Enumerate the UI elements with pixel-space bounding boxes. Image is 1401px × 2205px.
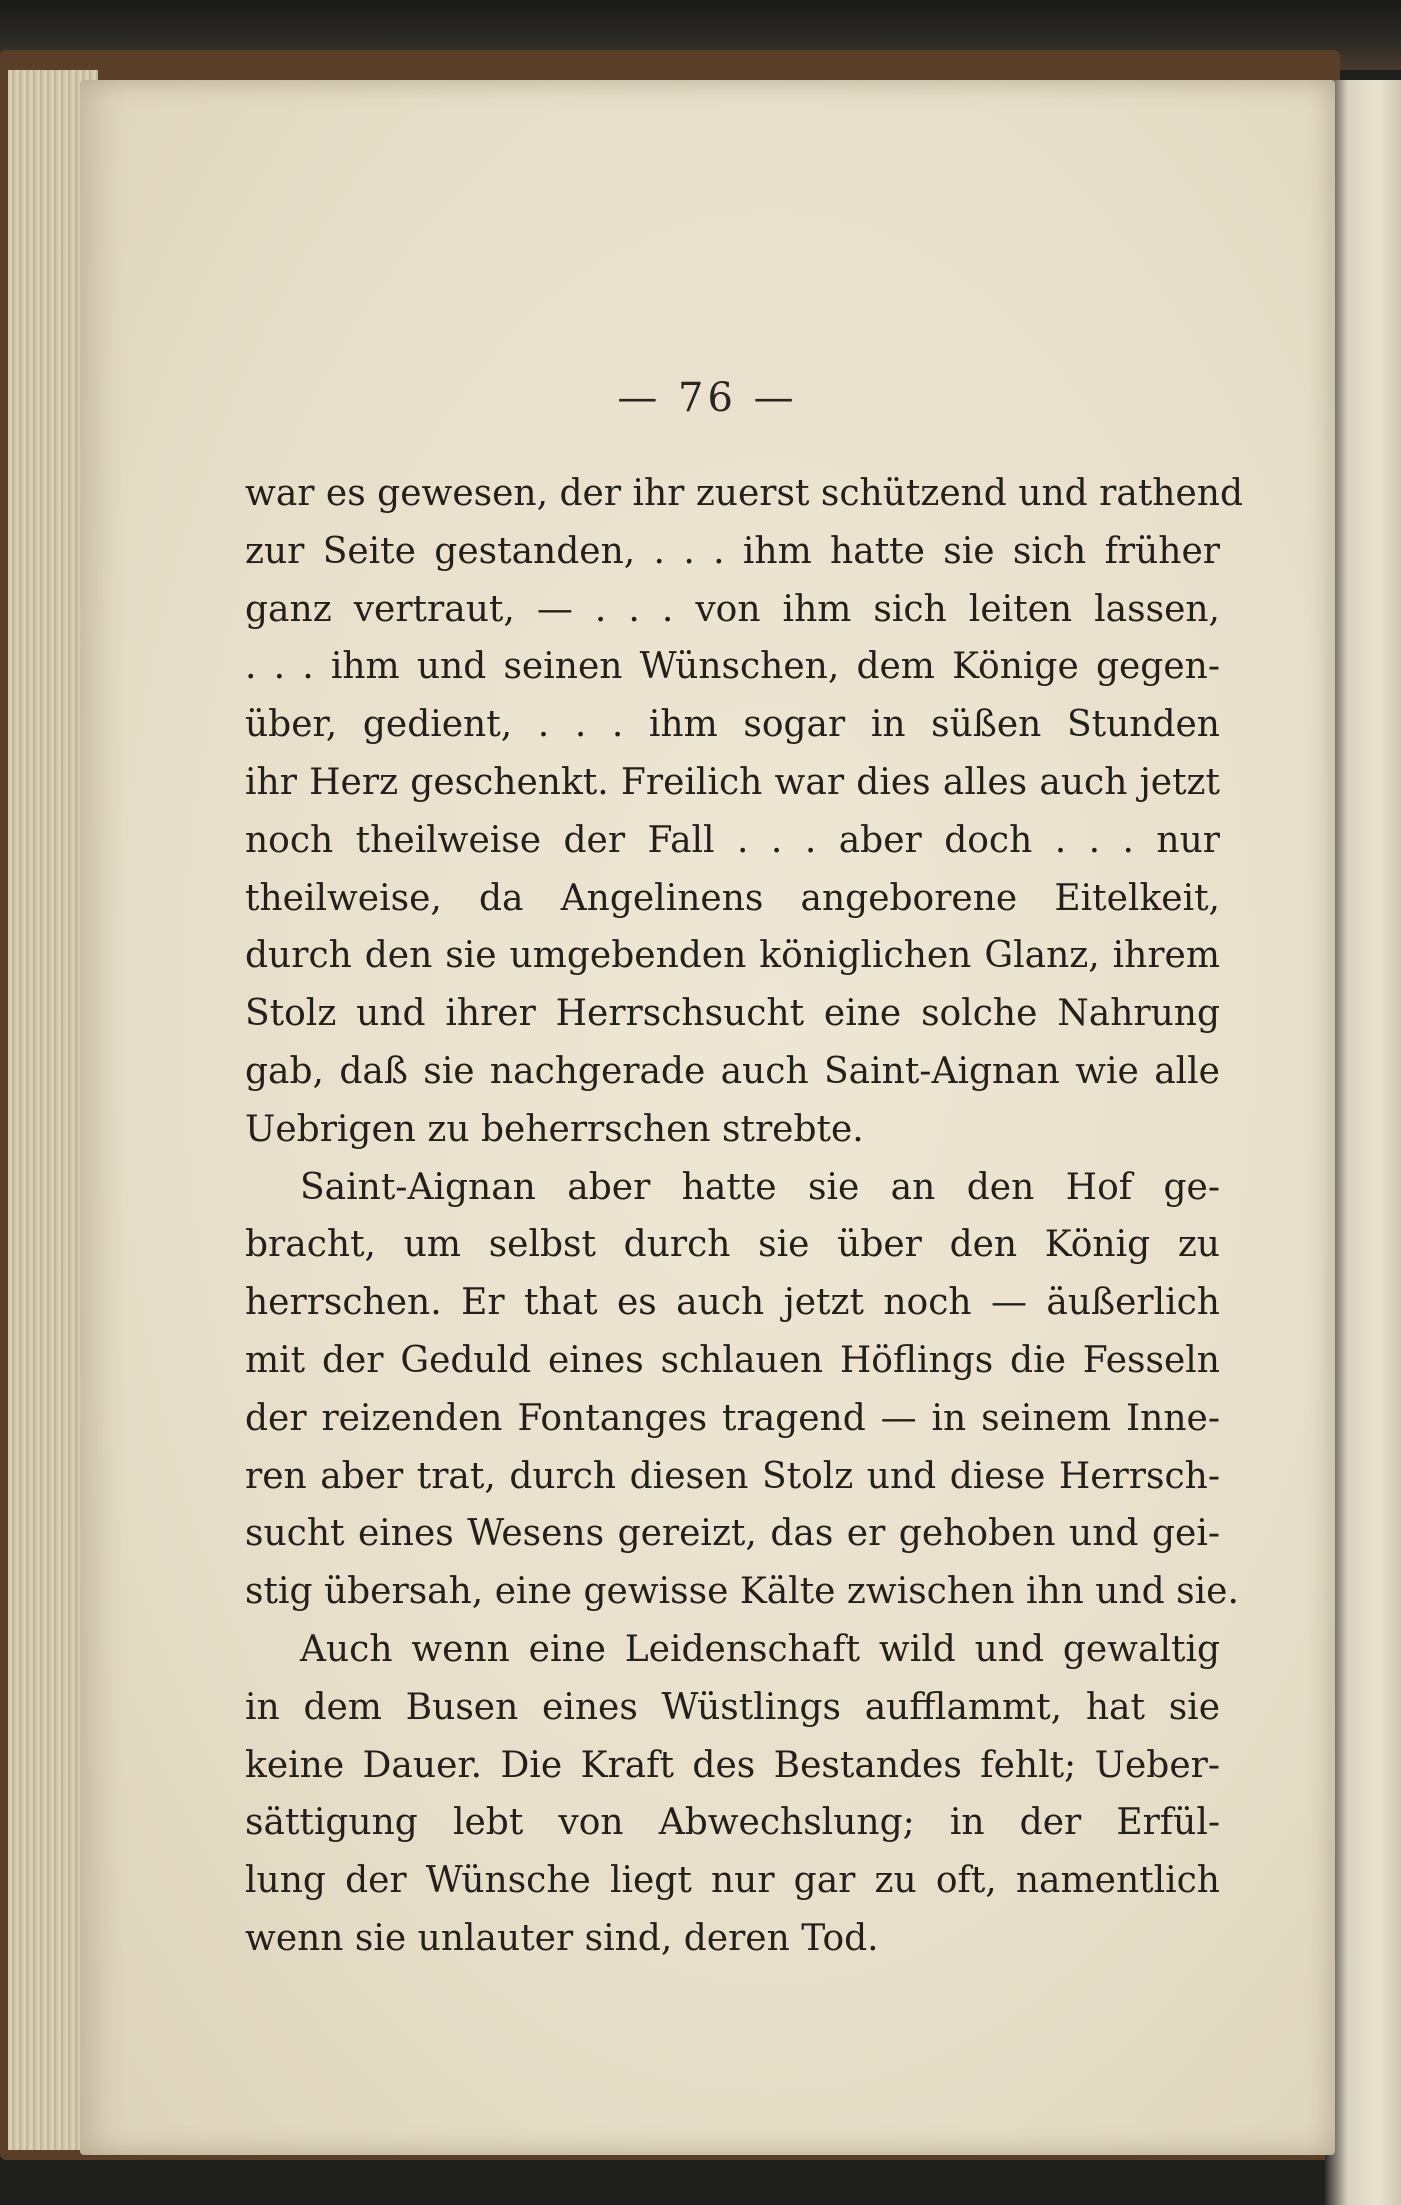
text-line: Auch wenn eine Leidenschaft wild und gewaltig bbox=[300, 1628, 1220, 1670]
body-text bbox=[245, 465, 1244, 1968]
text-line: stig übersah, eine gewisse Kälte zwischen ihn und sie. bbox=[245, 1571, 1239, 1613]
text-line: über, gedient, . . . ihm sogar in süßen Stunden bbox=[245, 704, 1220, 746]
text-line: noch theilweise der Fall . . . aber doch . . . nur bbox=[245, 819, 1220, 861]
text-line: keine Dauer. Die Kraft des Bestandes fehlt; Ueber- bbox=[245, 1744, 1220, 1786]
text-line: der reizenden Fontanges tragend — in seinem Inne- bbox=[245, 1397, 1220, 1439]
next-page-edge bbox=[1325, 80, 1401, 2205]
text-line: gab, daß sie nachgerade auch Saint-Aignan wie alle bbox=[245, 1050, 1220, 1092]
text-line: ren aber trat, durch diesen Stolz und diese Herrsch- bbox=[245, 1455, 1220, 1497]
text-line: ihr Herz geschenkt. Freilich war dies alles auch jetzt bbox=[245, 761, 1220, 803]
text-line: wenn sie unlauter sind, deren Tod. bbox=[245, 1917, 879, 1959]
text-line: in dem Busen eines Wüstlings aufflammt, hat sie bbox=[245, 1686, 1220, 1728]
text-line: sättigung lebt von Abwechslung; in der Erfül- bbox=[245, 1802, 1220, 1844]
text-line: Saint-Aignan aber hatte sie an den Hof ge- bbox=[300, 1166, 1220, 1208]
text-line: theilweise, da Angelinens angeborene Eitelkeit, bbox=[245, 877, 1220, 919]
text-line: bracht, um selbst durch sie über den König zu bbox=[245, 1224, 1220, 1266]
book-page bbox=[80, 80, 1335, 2155]
text-line: Stolz und ihrer Herrschsucht eine solche Nahrung bbox=[245, 993, 1220, 1035]
text-line: herrschen. Er that es auch jetzt noch — äußerlich bbox=[245, 1282, 1220, 1324]
page-number: — 76 — bbox=[617, 375, 798, 421]
text-line: . . . ihm und seinen Wünschen, dem Könige gegen- bbox=[245, 646, 1220, 688]
text-line: mit der Geduld eines schlauen Höflings die Fesseln bbox=[245, 1339, 1220, 1381]
text-line: lung der Wünsche liegt nur gar zu oft, namentlich bbox=[245, 1860, 1220, 1902]
text-line: war es gewesen, der ihr zuerst schützend und rathend bbox=[245, 473, 1244, 514]
text-line: zur Seite gestanden, . . . ihm hatte sie sich früher bbox=[245, 530, 1220, 572]
text-line: ganz vertraut, — . . . von ihm sich leiten lassen, bbox=[245, 588, 1220, 630]
text-line: Uebrigen zu beherrschen strebte. bbox=[245, 1108, 864, 1150]
text-line: sucht eines Wesens gereizt, das er gehoben und gei- bbox=[245, 1513, 1220, 1555]
text-line: durch den sie umgebenden königlichen Glanz, ihrem bbox=[245, 935, 1220, 977]
